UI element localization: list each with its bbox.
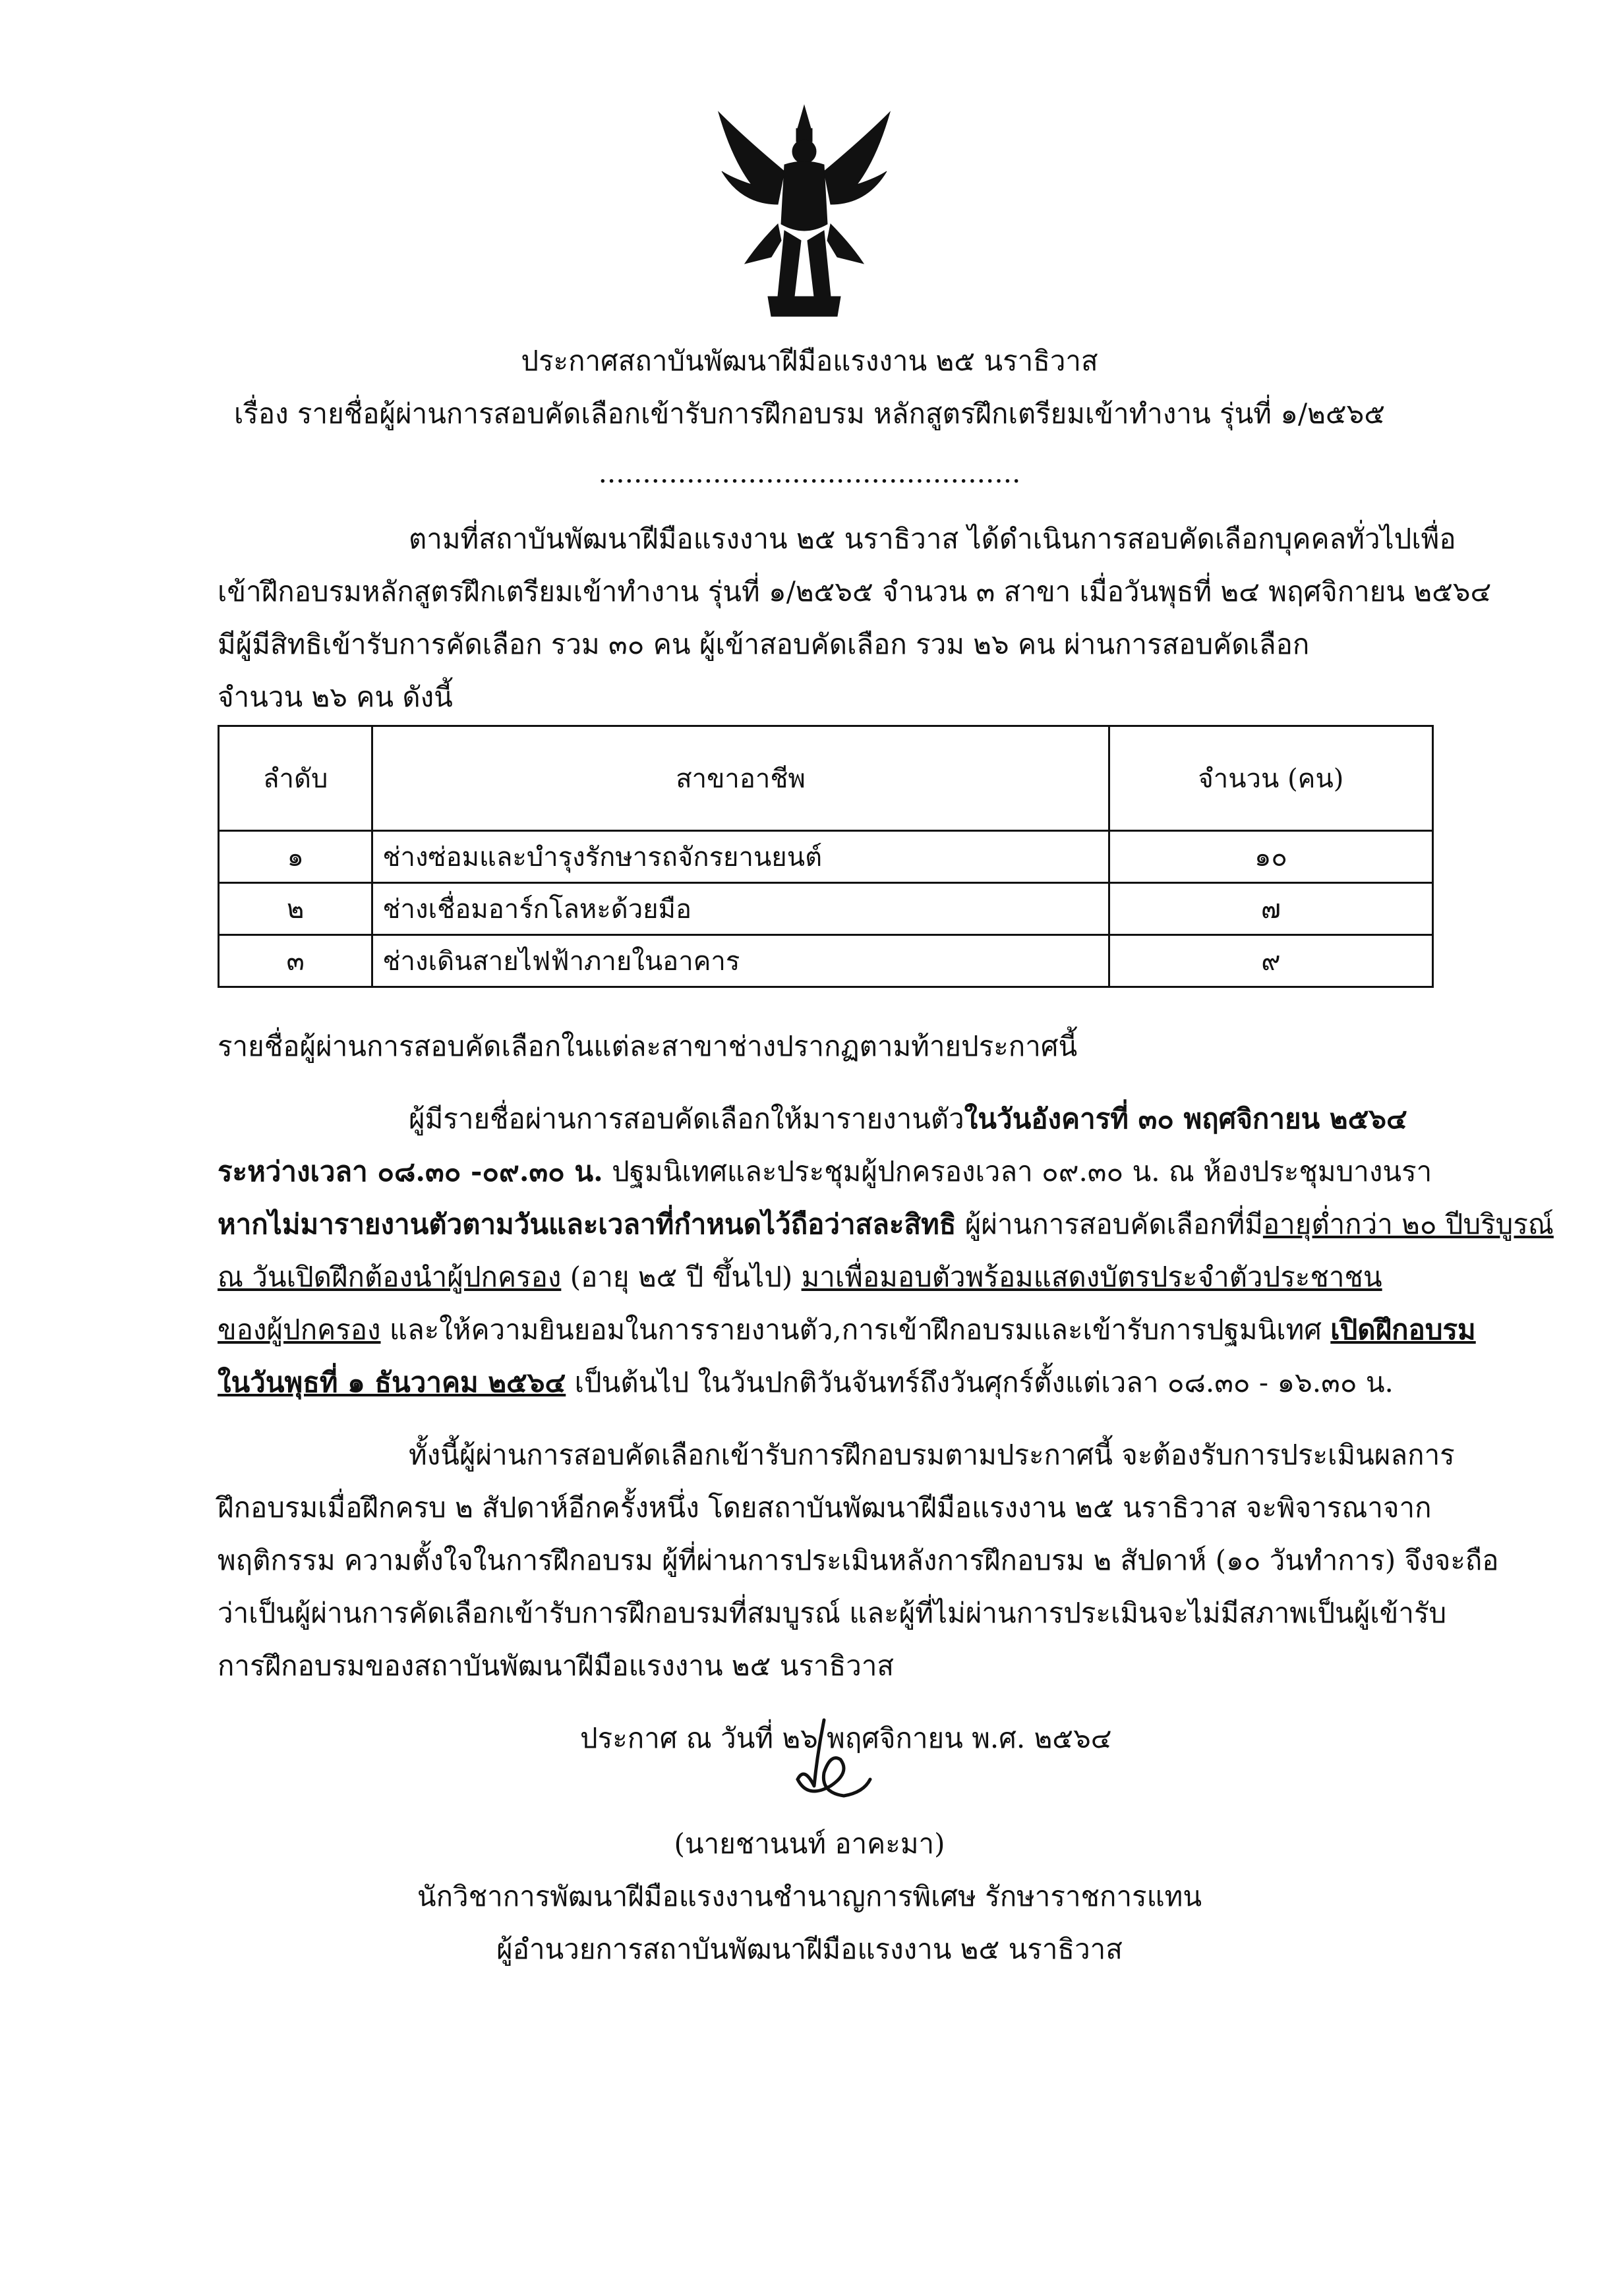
- announcement-date: ประกาศ ณ วันที่ ๒๖ พฤศจิกายน พ.ศ. ๒๕๖๔: [580, 1722, 1112, 1754]
- announcement-title: ประกาศสถาบันพัฒนาฝีมือแรงงาน ๒๕ นราธิวาส: [521, 345, 1098, 377]
- announcement-subject: เรื่อง รายชื่อผู้ผ่านการสอบคัดเลือกเข้ารับการฝึกอบรม หลักสูตรฝึกเตรียมเข้าทำงาน รุ่นที่ ๑/๒๕๖๕: [233, 397, 1386, 430]
- para3-line3: พฤติกรรม ความตั้งใจในการฝึกอบรม ผู้ที่ผ่านการประเมินหลังการฝึกอบรม ๒ สัปดาห์ (๑๐ วันทำการ) จึงจะถือ: [218, 1544, 1499, 1576]
- row-order: ๒: [219, 883, 372, 935]
- table-row: [219, 935, 1433, 987]
- row-branch: ช่างเดินสายไฟฟ้าภายในอาคาร: [372, 935, 1109, 987]
- para2-line6: [218, 1364, 1394, 1401]
- row-branch: ช่างซ่อมและบำรุงรักษารถจักรยานยนต์: [372, 831, 1109, 883]
- training-open-date: ในวันพุธที่ ๑ ธันวาคม ๒๕๖๔: [218, 1366, 566, 1398]
- row-branch: ช่างเชื่อมอาร์กโลหะด้วยมือ: [372, 883, 1109, 935]
- guardian-condition: ณ วันเปิดฝึกต้องนำผู้ปกครอง: [218, 1261, 562, 1293]
- report-date: ในวันอังคารที่ ๓๐ พฤศจิกายน ๒๕๖๔: [964, 1103, 1407, 1135]
- para1-line4: จำนวน ๒๖ คน ดังนี้: [218, 681, 453, 713]
- para2-text: ผู้ผ่านการสอบคัดเลือกที่มี: [956, 1208, 1263, 1240]
- para2-line4: [218, 1259, 1382, 1296]
- table-row: [219, 831, 1433, 883]
- signatory-name: (นายชานนท์ อาคะมา): [674, 1827, 945, 1860]
- training-open: เปิดฝึกอบรม: [1330, 1313, 1476, 1346]
- garuda-emblem-icon: [705, 99, 903, 323]
- id-card-condition: มาเพื่อมอบตัวพร้อมแสดงบัตรประจำตัวประชาชน: [801, 1261, 1382, 1293]
- row-order: ๓: [219, 935, 372, 987]
- report-time: ระหว่างเวลา ๐๘.๓๐ -๐๙.๓๐ น.: [218, 1155, 603, 1188]
- header-count: จำนวน (คน): [1109, 726, 1432, 831]
- row-count: ๙: [1109, 935, 1432, 987]
- branch-table: [218, 725, 1434, 988]
- para2-text: (อายุ ๒๕ ปี ขึ้นไป): [561, 1261, 802, 1293]
- signatory-position-1: นักวิชาการพัฒนาฝีมือแรงงานชำนาญการพิเศษ รักษาราชการแทน: [417, 1880, 1202, 1912]
- row-count: ๗: [1109, 883, 1432, 935]
- para2-line1: [409, 1101, 1407, 1137]
- para1-line3: มีผู้มีสิทธิเข้ารับการคัดเลือก รวม ๓๐ คน ผู้เข้าสอบคัดเลือก รวม ๒๖ คน ผ่านการสอบคัดเลือก: [218, 628, 1310, 660]
- row-order: ๑: [219, 831, 372, 883]
- para2-text: เป็นต้นไป ในวันปกติวันจันทร์ถึงวันศุกร์ตั้งแต่เวลา ๐๘.๓๐ - ๑๖.๓๐ น.: [566, 1366, 1394, 1398]
- title-divider: ................................................: [598, 457, 1021, 489]
- forfeit-warning: หากไม่มารายงานตัวตามวันและเวลาที่กำหนดไว้ถือว่าสละสิทธิ: [218, 1208, 957, 1240]
- header-branch: สาขาอาชีพ: [372, 726, 1109, 831]
- para3-line5: การฝึกอบรมของสถาบันพัฒนาฝีมือแรงงาน ๒๕ นราธิวาส: [218, 1650, 895, 1682]
- para1-line1: ตามที่สถาบันพัฒนาฝีมือแรงงาน ๒๕ นราธิวาส ได้ดำเนินการสอบคัดเลือกบุคคลทั่วไปเพื่อ: [409, 523, 1456, 555]
- para1-line2: เข้าฝึกอบรมหลักสูตรฝึกเตรียมเข้าทำงาน รุ่นที่ ๑/๒๕๖๕ จำนวน ๓ สาขา เมื่อวันพุธที่ ๒๔ พฤศจิกายน ๒๕๖๔: [218, 575, 1492, 608]
- table-row: [219, 883, 1433, 935]
- signatory-position-2: ผู้อำนวยการสถาบันพัฒนาฝีมือแรงงาน ๒๕ นราธิวาส: [496, 1933, 1123, 1965]
- table-header-row: [219, 726, 1433, 831]
- para2-text: ปฐมนิเทศและประชุมผู้ปกครองเวลา ๐๙.๓๐ น. ณ ห้องประชุมบางนรา: [603, 1155, 1432, 1188]
- para3-line4: ว่าเป็นผู้ผ่านการคัดเลือกเข้ารับการฝึกอบรมที่สมบูรณ์ และผู้ที่ไม่ผ่านการประเมินจะไม่มีสภาพเป็นผู้เข้ารับ: [218, 1597, 1447, 1629]
- age-condition: อายุต่ำกว่า ๒๐ ปีบริบูรณ์: [1262, 1208, 1554, 1240]
- para2-line5: [218, 1311, 1476, 1348]
- para2-line3: [218, 1206, 1554, 1243]
- para3-line2: ฝึกอบรมเมื่อฝึกครบ ๒ สัปดาห์อีกครั้งหนึ่ง โดยสถาบันพัฒนาฝีมือแรงงาน ๒๕ นราธิวาส จะพิจารณาจาก: [218, 1491, 1432, 1524]
- signature-icon: [778, 1713, 883, 1806]
- guardian-text: ของผู้ปกครอง: [218, 1313, 381, 1346]
- para2-text: และให้ความยินยอมในการรายงานตัว,การเข้าฝึกอบรมและเข้ารับการปฐมนิเทศ: [380, 1313, 1331, 1346]
- header-order: ลำดับ: [219, 726, 372, 831]
- after-table-note: รายชื่อผู้ผ่านการสอบคัดเลือกในแต่ละสาขาช่างปรากฏตามท้ายประกาศนี้: [218, 1030, 1078, 1062]
- para3-line1: ทั้งนี้ผู้ผ่านการสอบคัดเลือกเข้ารับการฝึกอบรมตามประกาศนี้ จะต้องรับการประเมินผลการ: [409, 1439, 1455, 1471]
- row-count: ๑๐: [1109, 831, 1432, 883]
- para2-line2: [218, 1153, 1432, 1190]
- para2-text: ผู้มีรายชื่อผ่านการสอบคัดเลือกให้มารายงานตัว: [409, 1103, 964, 1135]
